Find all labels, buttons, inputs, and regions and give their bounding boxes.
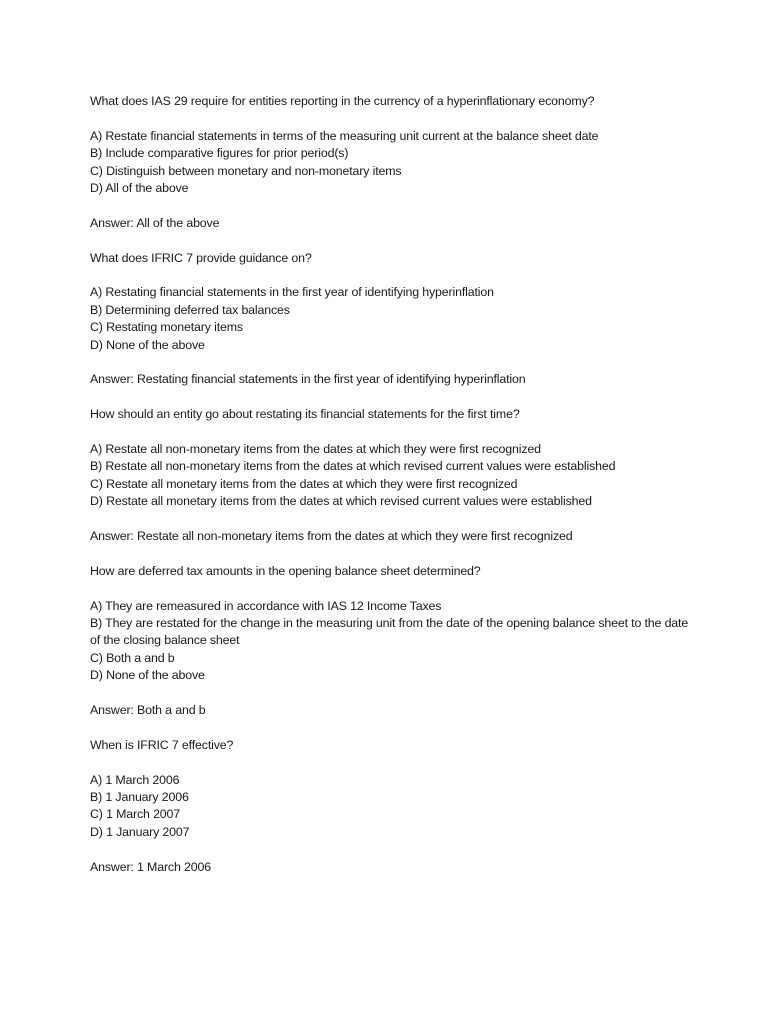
option-a: A) They are remeasured in accordance with IAS 12 Income Taxes — [90, 598, 442, 613]
option-b: B) Determining deferred tax balances — [90, 302, 290, 317]
option-d: D) None of the above — [90, 337, 205, 352]
option-a: A) Restate financial statements in terms of the measuring unit current at the balance sheet date — [90, 128, 599, 143]
question-block — [90, 563, 690, 737]
option-b: B) 1 January 2006 — [90, 790, 189, 805]
question-block — [90, 93, 690, 250]
option-c: C) Both a and b — [90, 650, 175, 665]
question-text: How should an entity go about restating its financial statements for the first time? — [90, 407, 520, 422]
option-b: B) They are restated for the change in the measuring unit from the date of the opening balance sheet to the date of the closing balance sheet — [90, 616, 689, 648]
option-d: D) None of the above — [90, 668, 205, 683]
option-a: A) Restate all non-monetary items from the dates at which they were first recognized — [90, 442, 541, 457]
answer-text: Answer: Both a and b — [90, 703, 206, 718]
option-a: A) Restating financial statements in the first year of identifying hyperinflation — [90, 285, 494, 300]
option-c: C) Restating monetary items — [90, 320, 243, 335]
option-a: A) 1 March 2006 — [90, 772, 180, 787]
question-block — [90, 406, 690, 563]
option-c: C) Distinguish between monetary and non-monetary items — [90, 163, 402, 178]
question-text: When is IFRIC 7 effective? — [90, 737, 234, 752]
answer-text: Answer: Restate all non-monetary items from the dates at which they were first recognized — [90, 529, 573, 544]
option-d: D) 1 January 2007 — [90, 824, 190, 839]
document-page — [90, 93, 690, 876]
option-c: C) Restate all monetary items from the dates at which they were first recognized — [90, 476, 518, 491]
question-text: How are deferred tax amounts in the opening balance sheet determined? — [90, 563, 481, 578]
answer-text: Answer: Restating financial statements in the first year of identifying hyperinflation — [90, 372, 526, 387]
question-block — [90, 250, 690, 407]
option-d: D) All of the above — [90, 181, 189, 196]
answer-text: Answer: All of the above — [90, 215, 220, 230]
option-b: B) Include comparative figures for prior period(s) — [90, 146, 349, 161]
option-d: D) Restate all monetary items from the dates at which revised current values were established — [90, 494, 592, 509]
option-c: C) 1 March 2007 — [90, 807, 181, 822]
question-block — [90, 737, 690, 876]
option-b: B) Restate all non-monetary items from the dates at which revised current values were established — [90, 459, 616, 474]
question-text: What does IFRIC 7 provide guidance on? — [90, 250, 312, 265]
answer-text: Answer: 1 March 2006 — [90, 859, 211, 874]
question-text: What does IAS 29 require for entities reporting in the currency of a hyperinflationary economy? — [90, 94, 595, 108]
